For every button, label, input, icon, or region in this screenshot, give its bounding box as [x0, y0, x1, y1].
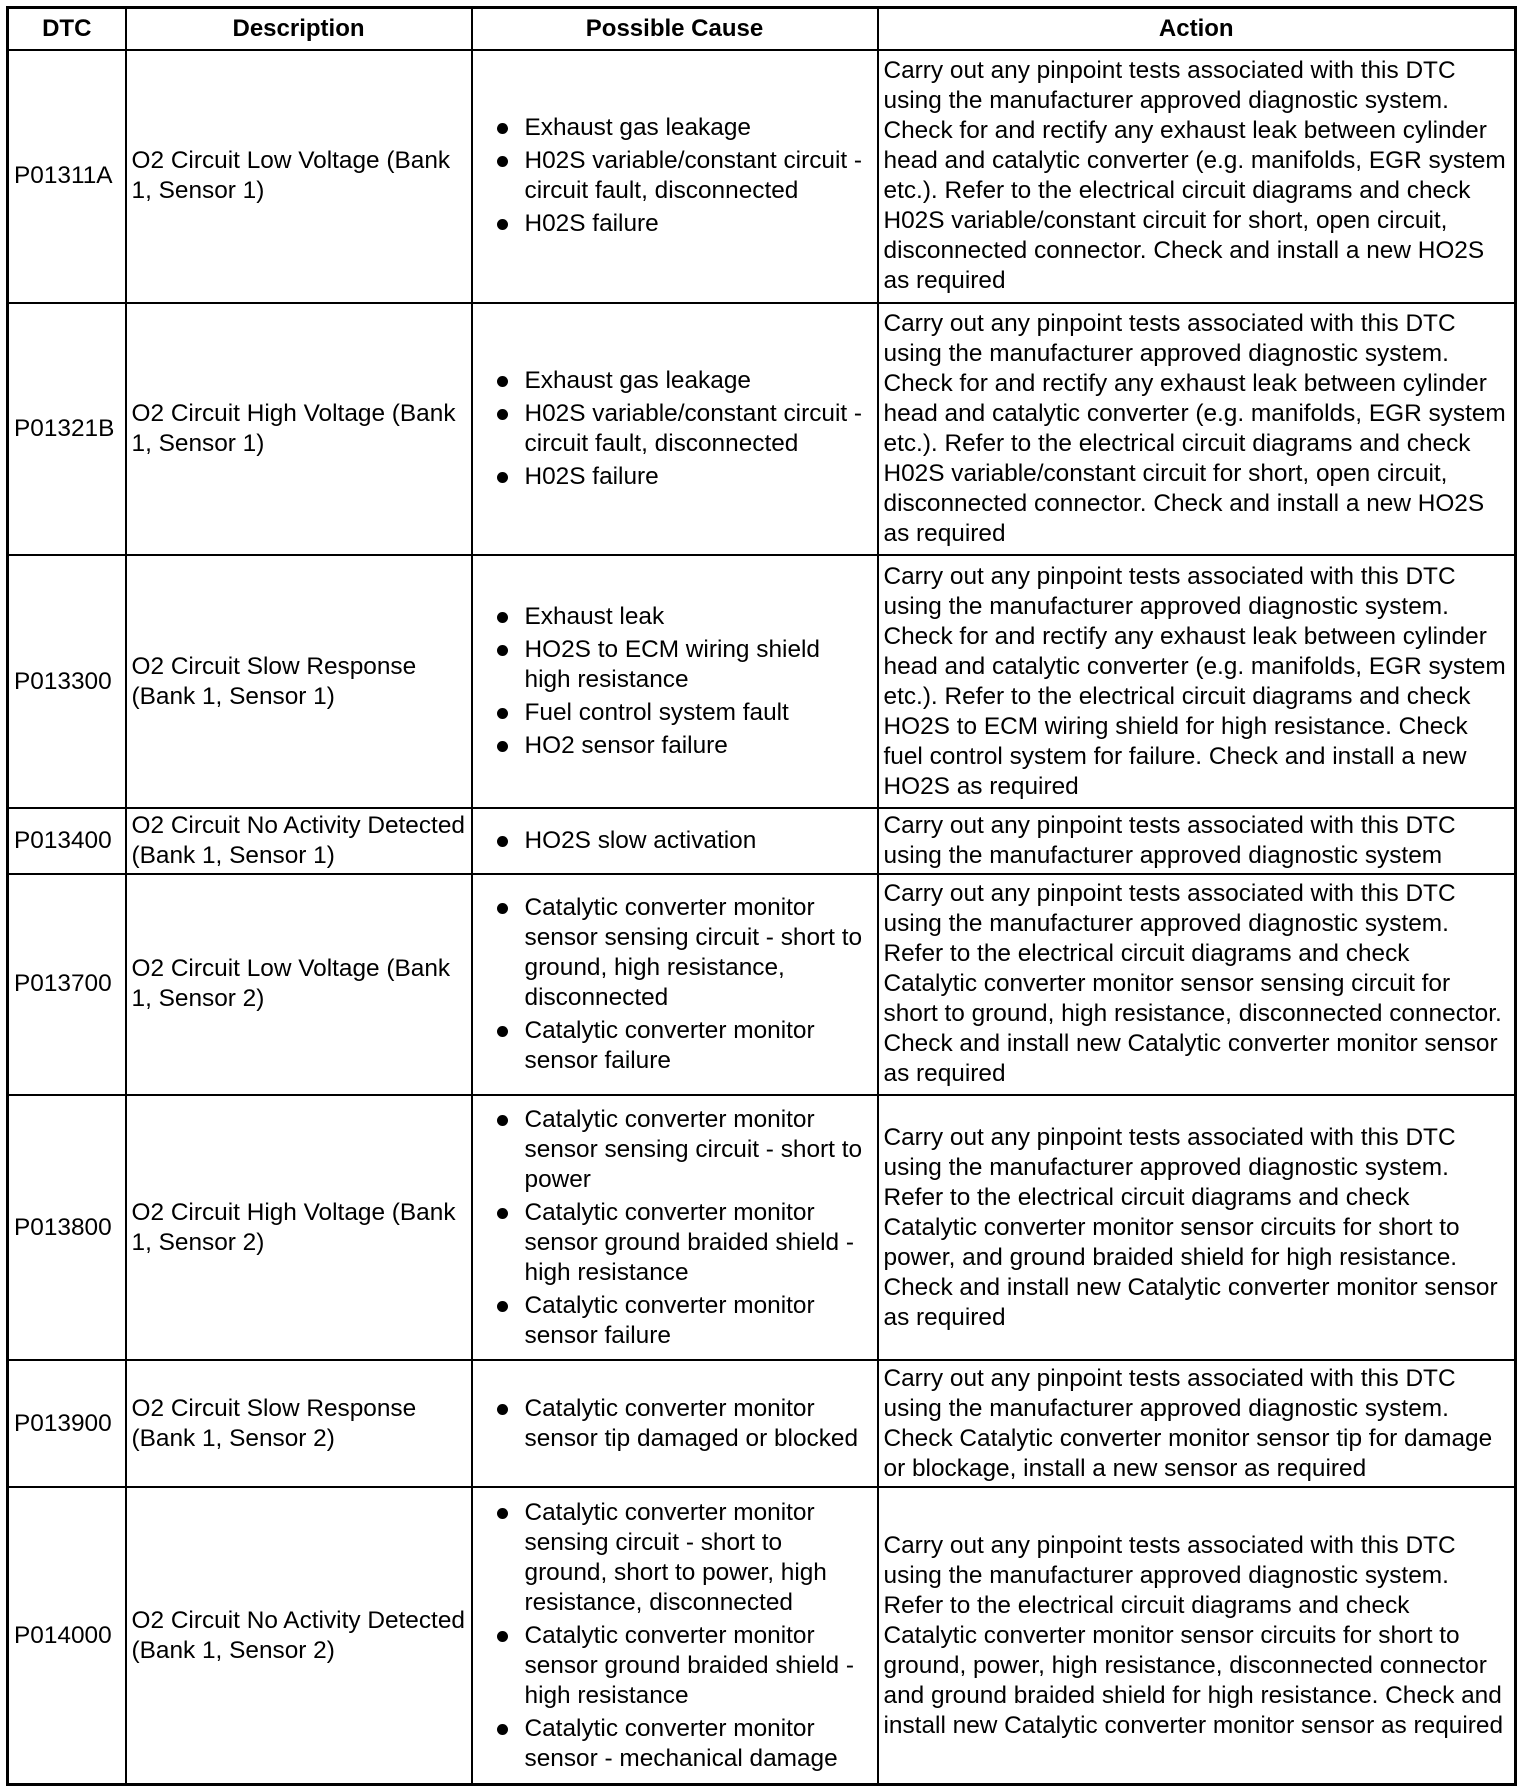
cause-text: H02S variable/constant circuit - circuit fault, disconnected: [524, 399, 863, 457]
bullet-icon: [497, 1208, 508, 1219]
list-item: [495, 113, 869, 143]
table-row: [8, 874, 1516, 1095]
table-row: [8, 1095, 1516, 1360]
bullet-icon: [497, 708, 508, 719]
possible-cause-cell: [472, 1360, 878, 1487]
list-item: [495, 366, 869, 396]
list-item: [495, 146, 869, 206]
bullet-icon: [497, 1115, 508, 1126]
list-item: [495, 1714, 869, 1774]
table-row: [8, 1487, 1516, 1784]
dtc-code: P014000: [8, 1487, 126, 1784]
cause-list: [495, 1394, 869, 1454]
bullet-icon: [497, 741, 508, 752]
cause-text: Exhaust gas leakage: [524, 366, 751, 394]
dtc-action: Carry out any pinpoint tests associated with this DTC using the manufacturer approved diagnostic system. Check for and rectify any exhaust leak between cylinder head and catalytic converter (e.g. manifolds, EGR system etc.). Refer to the electrical circuit diagrams and check H02S variable/constant circuit for short, open circuit, disconnected connector. Check and install a new HO2S as required: [878, 303, 1516, 556]
list-item: [495, 1394, 869, 1454]
dtc-description: O2 Circuit No Activity Detected (Bank 1, Sensor 2): [126, 1487, 472, 1784]
header-possible-cause: Possible Cause: [472, 8, 878, 51]
list-item: [495, 602, 869, 632]
bullet-icon: [497, 1404, 508, 1415]
dtc-action: Carry out any pinpoint tests associated with this DTC using the manufacturer approved diagnostic system. Check for and rectify any exhaust leak between cylinder head and catalytic converter (e.g. manifolds, EGR system etc.). Refer to the electrical circuit diagrams and check HO2S to ECM wiring shield for high resistance. Check fuel control system for failure. Check and install a new HO2S as required: [878, 555, 1516, 808]
bullet-icon: [497, 1026, 508, 1037]
bullet-icon: [497, 1301, 508, 1312]
table-row: [8, 808, 1516, 874]
possible-cause-cell: [472, 303, 878, 556]
bullet-icon: [497, 836, 508, 847]
header-row: [8, 8, 1516, 51]
possible-cause-cell: [472, 1487, 878, 1784]
possible-cause-cell: [472, 50, 878, 303]
cause-text: Exhaust leak: [524, 603, 665, 631]
list-item: [495, 462, 869, 492]
bullet-icon: [497, 409, 508, 420]
cause-text: Catalytic converter monitor sensor tip damaged or blocked: [524, 1394, 859, 1452]
bullet-icon: [497, 1631, 508, 1642]
list-item: [495, 1105, 869, 1195]
cause-list: [495, 893, 869, 1076]
list-item: [495, 209, 869, 239]
cause-text: Catalytic converter monitor sensor sensing circuit - short to power: [524, 1105, 863, 1193]
dtc-action: Carry out any pinpoint tests associated with this DTC using the manufacturer approved diagnostic system. Check Catalytic converter monitor sensor tip for damage or blockage, install a new sensor as required: [878, 1360, 1516, 1487]
header-description: Description: [126, 8, 472, 51]
bullet-icon: [497, 219, 508, 230]
dtc-action: Carry out any pinpoint tests associated with this DTC using the manufacturer approved diagnostic system. Refer to the electrical circuit diagrams and check Catalytic converter monitor sensor circuits for short to power, and ground braided shield for high resistance. Check and install new Catalytic converter monitor sensor as required: [878, 1095, 1516, 1360]
cause-list: [495, 1105, 869, 1351]
bullet-icon: [497, 123, 508, 134]
cause-text: Exhaust gas leakage: [524, 114, 751, 142]
cause-list: [495, 113, 869, 239]
cause-list: [495, 826, 869, 856]
dtc-code: P013800: [8, 1095, 126, 1360]
dtc-action: Carry out any pinpoint tests associated with this DTC using the manufacturer approved diagnostic system. Refer to the electrical circuit diagrams and check Catalytic converter monitor sensor sensing circuit for short to ground, high resistance, disconnected connector. Check and install new Catalytic converter monitor sensor as required: [878, 874, 1516, 1095]
bullet-icon: [497, 376, 508, 387]
bullet-icon: [497, 1508, 508, 1519]
cause-text: HO2 sensor failure: [524, 732, 728, 760]
cause-text: H02S variable/constant circuit - circuit fault, disconnected: [524, 147, 863, 205]
cause-text: H02S failure: [524, 462, 659, 490]
list-item: [495, 893, 869, 1013]
possible-cause-cell: [472, 555, 878, 808]
list-item: [495, 1498, 869, 1618]
table-header: [8, 8, 1516, 51]
cause-text: Catalytic converter monitor sensor failure: [524, 1016, 815, 1074]
list-item: [495, 635, 869, 695]
dtc-action: Carry out any pinpoint tests associated with this DTC using the manufacturer approved diagnostic system: [878, 808, 1516, 874]
table-row: [8, 555, 1516, 808]
list-item: [495, 1621, 869, 1711]
cause-text: Catalytic converter monitor sensor ground braided shield - high resistance: [524, 1621, 854, 1709]
dtc-description: O2 Circuit No Activity Detected (Bank 1, Sensor 1): [126, 808, 472, 874]
cause-text: Catalytic converter monitor sensor ground braided shield - high resistance: [524, 1198, 854, 1286]
dtc-code: P01311A: [8, 50, 126, 303]
dtc-code: P01321B: [8, 303, 126, 556]
dtc-table: [6, 6, 1517, 1786]
possible-cause-cell: [472, 808, 878, 874]
table-row: [8, 1360, 1516, 1487]
dtc-code: P013300: [8, 555, 126, 808]
dtc-description: O2 Circuit Low Voltage (Bank 1, Sensor 1): [126, 50, 472, 303]
list-item: [495, 826, 869, 856]
dtc-code: P013400: [8, 808, 126, 874]
bullet-icon: [497, 156, 508, 167]
cause-text: H02S failure: [524, 210, 659, 238]
bullet-icon: [497, 612, 508, 623]
table-row: [8, 303, 1516, 556]
bullet-icon: [497, 472, 508, 483]
cause-text: Catalytic converter monitor sensor failure: [524, 1291, 815, 1349]
possible-cause-cell: [472, 1095, 878, 1360]
cause-text: Catalytic converter monitor sensing circuit - short to ground, short to power, high resistance, disconnected: [524, 1498, 827, 1616]
bullet-icon: [497, 1724, 508, 1735]
list-item: [495, 399, 869, 459]
cause-list: [495, 366, 869, 492]
list-item: [495, 731, 869, 761]
cause-text: Fuel control system fault: [524, 699, 789, 727]
dtc-description: O2 Circuit Slow Response (Bank 1, Sensor 2): [126, 1360, 472, 1487]
header-action: Action: [878, 8, 1516, 51]
cause-text: Catalytic converter monitor sensor sensing circuit - short to ground, high resistance, disconnected: [524, 893, 863, 1011]
cause-text: HO2S to ECM wiring shield high resistance: [524, 636, 820, 694]
dtc-description: O2 Circuit Slow Response (Bank 1, Sensor 1): [126, 555, 472, 808]
list-item: [495, 698, 869, 728]
header-dtc: DTC: [8, 8, 126, 51]
dtc-description: O2 Circuit High Voltage (Bank 1, Sensor 1): [126, 303, 472, 556]
dtc-code: P013900: [8, 1360, 126, 1487]
dtc-description: O2 Circuit Low Voltage (Bank 1, Sensor 2): [126, 874, 472, 1095]
dtc-code: P013700: [8, 874, 126, 1095]
table-body: [8, 50, 1516, 1785]
cause-text: HO2S slow activation: [524, 826, 757, 854]
possible-cause-cell: [472, 874, 878, 1095]
bullet-icon: [497, 645, 508, 656]
cause-text: Catalytic converter monitor sensor - mechanical damage: [524, 1714, 838, 1772]
bullet-icon: [497, 903, 508, 914]
cause-list: [495, 602, 869, 761]
list-item: [495, 1291, 869, 1351]
dtc-action: Carry out any pinpoint tests associated with this DTC using the manufacturer approved diagnostic system. Check for and rectify any exhaust leak between cylinder head and catalytic converter (e.g. manifolds, EGR system etc.). Refer to the electrical circuit diagrams and check H02S variable/constant circuit for short, open circuit, disconnected connector. Check and install a new HO2S as required: [878, 50, 1516, 303]
dtc-action: Carry out any pinpoint tests associated with this DTC using the manufacturer approved diagnostic system. Refer to the electrical circuit diagrams and check Catalytic converter monitor sensor circuits for short to ground, power, high resistance, disconnected connector and ground braided shield for high resistance. Check and install new Catalytic converter monitor sensor as required: [878, 1487, 1516, 1784]
list-item: [495, 1016, 869, 1076]
dtc-description: O2 Circuit High Voltage (Bank 1, Sensor 2): [126, 1095, 472, 1360]
cause-list: [495, 1498, 869, 1774]
list-item: [495, 1198, 869, 1288]
table-row: [8, 50, 1516, 303]
